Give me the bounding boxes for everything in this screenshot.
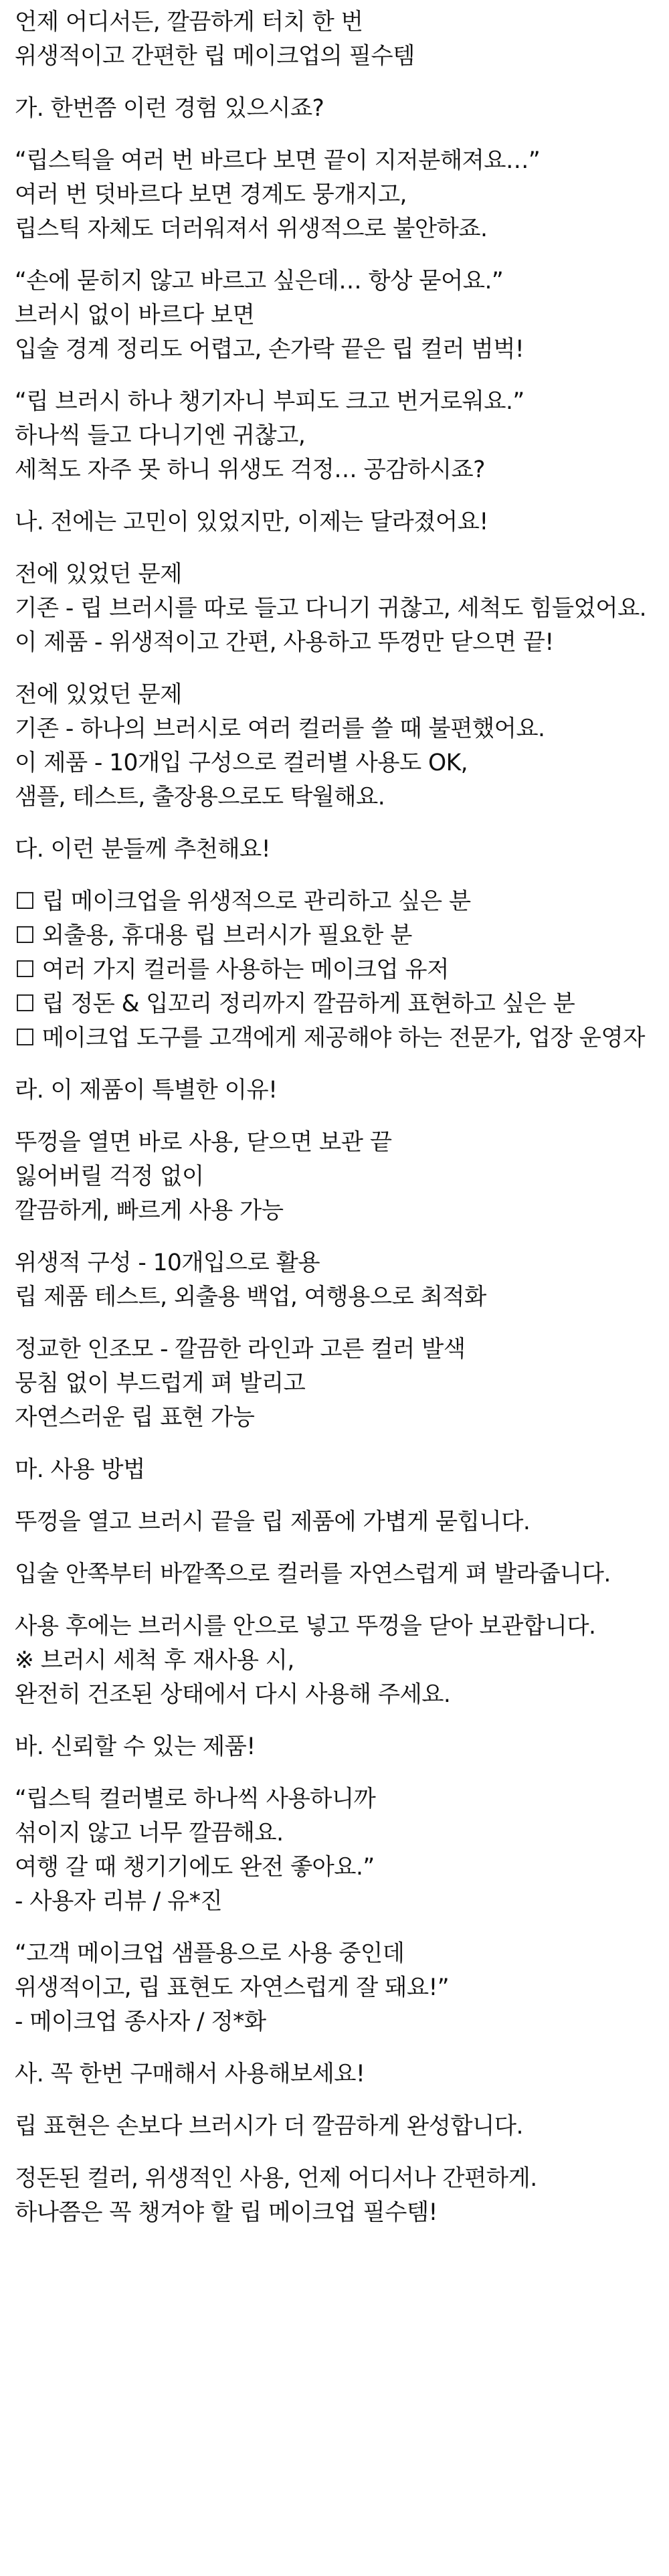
text-line: 브러시 없이 바르다 보면: [15, 302, 255, 329]
text-line: 뭉침 없이 부드럽게 펴 발리고: [15, 1370, 306, 1397]
pain-point-quote: “손에 묻히지 않고 바르고 싶은데… 항상 묻어요.”: [15, 268, 504, 294]
pain-point-quote: “립스틱을 여러 번 바르다 보면 끝이 지저분해져요…”: [15, 147, 541, 174]
text-line: 세척도 자주 못 하니 위생도 걱정… 공감하시죠?: [15, 456, 485, 483]
text-line: 립스틱 자체도 더러워져서 위생적으로 불안하죠.: [15, 216, 488, 242]
review-quote: 여행 갈 때 챙기기에도 완전 좋아요.”: [15, 1854, 375, 1881]
text-line: 깔끔하게, 빠르게 사용 가능: [15, 1197, 284, 1224]
comparison-after: 이 제품 - 위생적이고 간편, 사용하고 뚜껑만 닫으면 끝!: [15, 629, 554, 656]
comparison-before: 기존 - 하나의 브러시로 여러 컬러를 쓸 때 불편했어요.: [15, 715, 545, 742]
usage-note: 완전히 건조된 상태에서 다시 사용해 주세요.: [15, 1681, 451, 1708]
usage-step: 사용 후에는 브러시를 안으로 넣고 뚜껑을 닫아 보관합니다.: [15, 1613, 596, 1640]
usage-step: 입술 안쪽부터 바깥쪽으로 컬러를 자연스럽게 펴 발라줍니다.: [15, 1561, 611, 1587]
feature-line: 위생적 구성 - 10개입으로 활용: [15, 1250, 320, 1276]
usage-step: 뚜껑을 열고 브러시 끝을 립 제품에 가볍게 묻힙니다.: [15, 1509, 531, 1535]
feature-line: 뚜껑을 열면 바로 사용, 닫으면 보관 끝: [15, 1129, 392, 1156]
pain-point-quote: “립 브러시 하나 챙기자니 부피도 크고 번거로워요.”: [15, 388, 524, 415]
text-line: 자연스러운 립 표현 가능: [15, 1404, 255, 1431]
text-line: 입술 경계 정리도 어렵고, 손가락 끝은 립 컬러 범벅!: [15, 336, 524, 363]
comparison-after: 이 제품 - 10개입 구성으로 컬러별 사용도 OK,: [15, 750, 468, 776]
text-line: 하나씩 들고 다니기엔 귀찮고,: [15, 422, 306, 449]
text-line: 샘플, 테스트, 출장용으로도 탁월해요.: [15, 784, 385, 810]
checklist-item: ☐ 립 정돈 & 입꼬리 정리까지 깔끔하게 표현하고 싶은 분: [15, 991, 575, 1017]
feature-line: 정교한 인조모 - 깔끔한 라인과 고른 컬러 발색: [15, 1336, 466, 1363]
section-heading-e: 마. 사용 방법: [15, 1456, 145, 1483]
comparison-title: 전에 있었던 문제: [15, 681, 182, 708]
section-heading-g: 사. 꼭 한번 구매해서 사용해보세요!: [15, 2061, 365, 2087]
review-quote: 섞이지 않고 너무 깔끔해요.: [15, 1820, 284, 1847]
checklist-item: ☐ 여러 가지 컬러를 사용하는 메이크업 유저: [15, 956, 449, 983]
review-quote: “고객 메이크업 샘플용으로 사용 중인데: [15, 1940, 405, 1967]
review-author: - 메이크업 종사자 / 정*화: [15, 2008, 266, 2035]
intro-line: 위생적이고 간편한 립 메이크업의 필수템: [15, 43, 415, 70]
text-line: 잃어버릴 걱정 없이: [15, 1163, 204, 1190]
intro-line: 언제 어디서든, 깔끔하게 터치 한 번: [15, 9, 363, 35]
closing-line: 하나쯤은 꼭 챙겨야 할 립 메이크업 필수템!: [15, 2199, 438, 2226]
section-heading-b: 나. 전에는 고민이 있었지만, 이제는 달라졌어요!: [15, 509, 488, 535]
review-author: - 사용자 리뷰 / 유*진: [15, 1888, 223, 1915]
review-quote: “립스틱 컬러별로 하나씩 사용하니까: [15, 1786, 376, 1812]
text-line: 립 제품 테스트, 외출용 백업, 여행용으로 최적화: [15, 1284, 486, 1310]
comparison-before: 기존 - 립 브러시를 따로 들고 다니기 귀찮고, 세척도 힘들었어요.: [15, 595, 647, 622]
section-heading-c: 다. 이런 분들께 추천해요!: [15, 836, 270, 863]
comparison-title: 전에 있었던 문제: [15, 561, 182, 588]
section-heading-d: 라. 이 제품이 특별한 이유!: [15, 1077, 278, 1104]
text-line: 여러 번 덧바르다 보면 경계도 뭉개지고,: [15, 181, 407, 208]
checklist-item: ☐ 메이크업 도구를 고객에게 제공해야 하는 전문가, 업장 운영자: [15, 1025, 645, 1051]
review-quote: 위생적이고, 립 표현도 자연스럽게 잘 돼요!”: [15, 1974, 450, 2001]
checklist-item: ☐ 외출용, 휴대용 립 브러시가 필요한 분: [15, 922, 412, 949]
closing-line: 립 표현은 손보다 브러시가 더 깔끔하게 완성합니다.: [15, 2113, 523, 2140]
section-heading-f: 바. 신뢰할 수 있는 제품!: [15, 1733, 256, 1760]
usage-note: ※ 브러시 세척 후 재사용 시,: [15, 1647, 294, 1674]
closing-line: 정돈된 컬러, 위생적인 사용, 언제 어디서나 간편하게.: [15, 2165, 537, 2192]
checklist-item: ☐ 립 메이크업을 위생적으로 관리하고 싶은 분: [15, 888, 471, 915]
section-heading-a: 가. 한번쯤 이런 경험 있으시죠?: [15, 95, 324, 122]
